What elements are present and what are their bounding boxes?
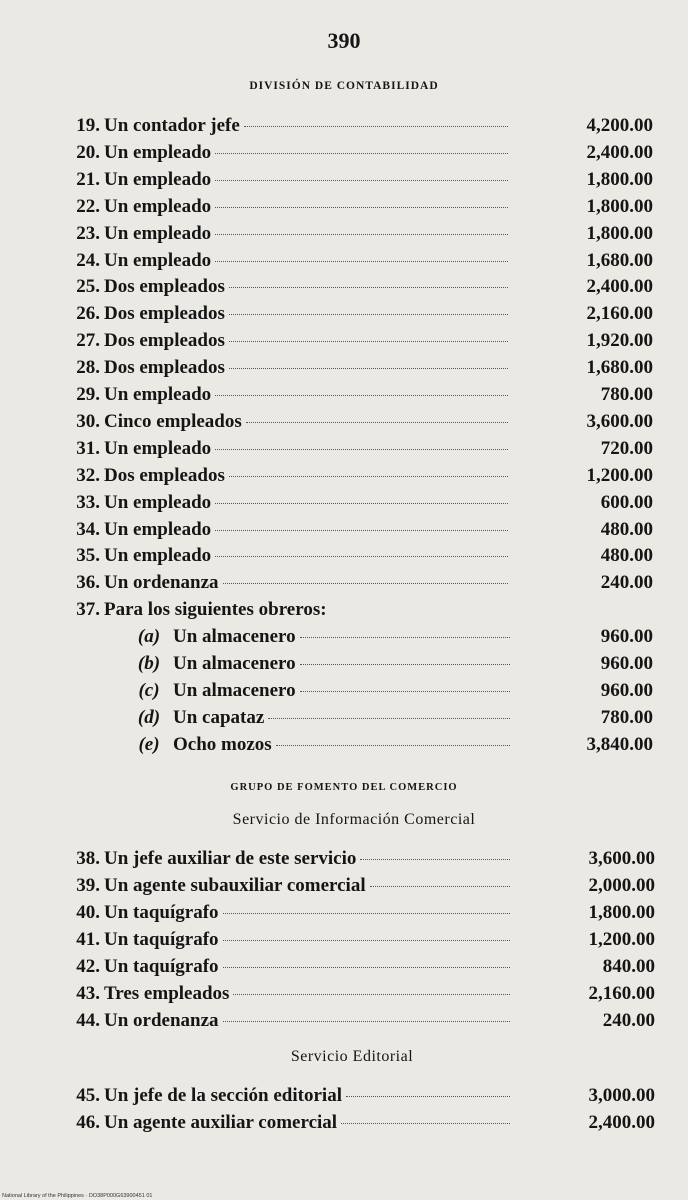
service-title-editorial: Servicio Editorial <box>290 1048 414 1065</box>
item-amount: 2,160.00 <box>588 983 655 1004</box>
item-amount: 1,920.00 <box>586 330 653 352</box>
item-description: Para los siguientes obreros: <box>104 599 327 620</box>
item-number: 25. <box>76 276 100 298</box>
leader-dots <box>300 637 510 638</box>
item-number: 41. <box>76 929 100 950</box>
leader-dots <box>268 718 510 719</box>
item-amount: 720.00 <box>600 437 653 459</box>
item-description: Un agente subauxiliar comercial <box>104 875 366 896</box>
item-amount: 1,800.00 <box>588 902 655 923</box>
item-description: Un almacenero <box>173 626 296 647</box>
leader-dots <box>229 476 508 477</box>
leader-dots <box>276 745 510 746</box>
list-item <box>58 900 658 926</box>
leader-dots <box>346 1096 510 1097</box>
item-amount: 480.00 <box>600 545 653 567</box>
leader-dots <box>215 503 508 504</box>
leader-dots <box>223 583 508 584</box>
item-description: Tres empleados <box>104 983 230 1004</box>
item-number: 23. <box>76 222 100 244</box>
sub-list-item <box>126 732 688 758</box>
item-amount: 240.00 <box>600 572 653 594</box>
list-item <box>58 490 658 516</box>
item-description: Un jefe de la sección editorial <box>104 1085 342 1106</box>
list-item <box>58 954 658 980</box>
item-number: 28. <box>76 357 100 379</box>
list-item <box>58 1008 658 1034</box>
subitem-label: (b) <box>137 653 161 674</box>
item-amount: 2,400.00 <box>588 1112 655 1133</box>
list-item <box>58 301 658 327</box>
sub-list-item <box>126 705 688 731</box>
list-item <box>58 113 658 139</box>
item-number: 27. <box>76 330 100 352</box>
leader-dots <box>215 395 508 396</box>
sub-list-item <box>126 624 688 650</box>
item-description: Un jefe auxiliar de este servicio <box>104 848 357 869</box>
item-number: 29. <box>76 384 100 405</box>
list-item <box>58 194 658 220</box>
item-amount: 2,000.00 <box>588 875 655 896</box>
item-number: 30. <box>76 410 100 432</box>
leader-dots <box>215 556 508 557</box>
item-description: Dos empleados <box>104 464 225 486</box>
list-item <box>58 274 658 300</box>
item-description: Un ordenanza <box>104 572 219 594</box>
item-description: Dos empleados <box>104 357 225 379</box>
item-number: 26. <box>76 303 100 325</box>
subitem-label: (a) <box>137 626 161 647</box>
item-description: Un taquígrafo <box>104 929 219 950</box>
item-amount: 3,840.00 <box>586 734 653 755</box>
leader-dots <box>244 126 508 127</box>
item-description: Un taquígrafo <box>104 956 219 977</box>
item-number: 19. <box>76 115 100 136</box>
item-amount: 480.00 <box>600 518 653 540</box>
item-description: Un empleado <box>104 437 212 459</box>
item-description: Dos empleados <box>104 303 225 325</box>
item-description: Un empleado <box>104 168 212 190</box>
item-description: Un empleado <box>104 249 212 271</box>
leader-dots <box>229 314 508 315</box>
item-number: 44. <box>76 1010 100 1031</box>
item-amount: 1,800.00 <box>586 168 653 190</box>
list-item <box>58 436 658 462</box>
item-number: 40. <box>76 902 100 923</box>
list-item <box>58 981 658 1007</box>
list-item <box>58 927 658 953</box>
list-item-37 <box>58 597 658 623</box>
list-item <box>58 248 658 274</box>
item-description: Un almacenero <box>173 680 296 701</box>
list-item <box>58 1083 658 1109</box>
list-item <box>58 517 658 543</box>
item-number: 43. <box>76 983 100 1004</box>
item-number: 24. <box>76 249 100 271</box>
item-number: 37. <box>76 599 100 620</box>
leader-dots <box>223 913 510 914</box>
leader-dots <box>215 234 508 235</box>
item-amount: 3,000.00 <box>588 1085 655 1106</box>
leader-dots <box>215 530 508 531</box>
item-number: 22. <box>76 195 100 217</box>
item-number: 45. <box>76 1085 100 1106</box>
item-amount: 780.00 <box>600 384 653 405</box>
item-number: 31. <box>76 437 100 459</box>
leader-dots <box>215 153 508 154</box>
item-number: 32. <box>76 464 100 486</box>
item-description: Un taquígrafo <box>104 902 219 923</box>
leader-dots <box>215 261 508 262</box>
item-amount: 1,680.00 <box>586 357 653 379</box>
item-description: Un empleado <box>104 491 212 513</box>
sub-list-item <box>126 651 688 677</box>
item-amount: 240.00 <box>602 1010 655 1031</box>
item-amount: 960.00 <box>600 680 653 701</box>
item-amount: 3,600.00 <box>588 848 655 869</box>
subitem-label: (e) <box>138 734 160 755</box>
leader-dots <box>360 859 510 860</box>
leader-dots <box>370 886 510 887</box>
item-description: Un agente auxiliar comercial <box>104 1112 338 1133</box>
list-item <box>58 355 658 381</box>
leader-dots <box>233 994 510 995</box>
item-amount: 1,200.00 <box>586 464 653 486</box>
item-description: Un almacenero <box>173 653 296 674</box>
item-amount: 2,400.00 <box>586 276 653 298</box>
item-amount: 1,680.00 <box>586 249 653 271</box>
list-item <box>58 570 658 596</box>
item-amount: 960.00 <box>600 653 653 674</box>
item-amount: 2,400.00 <box>586 141 653 163</box>
item-description: Un empleado <box>104 384 212 405</box>
subitem-label: (c) <box>138 680 160 701</box>
item-amount: 600.00 <box>600 491 653 513</box>
list-item <box>58 382 658 408</box>
item-number: 42. <box>76 956 100 977</box>
item-amount: 1,800.00 <box>586 222 653 244</box>
list-item <box>58 873 658 899</box>
leader-dots <box>341 1123 510 1124</box>
sub-list-item <box>126 678 688 704</box>
item-number: 38. <box>76 848 100 869</box>
item-description: Un empleado <box>104 518 212 540</box>
item-amount: 3,600.00 <box>586 410 653 432</box>
item-number: 33. <box>76 491 100 513</box>
leader-dots <box>223 940 510 941</box>
leader-dots <box>215 449 508 450</box>
list-item <box>58 1110 658 1136</box>
leader-dots <box>229 287 508 288</box>
item-description: Cinco empleados <box>104 410 242 432</box>
item-amount: 960.00 <box>600 626 653 647</box>
list-item <box>58 140 658 166</box>
item-description: Un empleado <box>104 141 212 163</box>
item-number: 46. <box>76 1112 100 1133</box>
item-amount: 4,200.00 <box>586 115 653 136</box>
service-title-informacion: Servicio de Información Comercial <box>232 811 476 828</box>
list-item <box>58 328 658 354</box>
item-number: 20. <box>76 141 100 163</box>
leader-dots <box>229 368 508 369</box>
item-amount: 1,200.00 <box>588 929 655 950</box>
item-description: Un ordenanza <box>104 1010 219 1031</box>
list-item <box>58 221 658 247</box>
item-number: 35. <box>76 545 100 567</box>
list-item <box>58 846 658 872</box>
leader-dots <box>300 691 510 692</box>
page-number: 390 <box>327 28 361 53</box>
leader-dots <box>223 967 510 968</box>
item-description: Ocho mozos <box>173 734 272 755</box>
list-item <box>58 167 658 193</box>
leader-dots <box>223 1021 510 1022</box>
item-amount: 840.00 <box>602 956 655 977</box>
item-description: Un empleado <box>104 195 212 217</box>
leader-dots <box>300 664 510 665</box>
item-description: Un capataz <box>173 707 265 728</box>
subitem-label: (d) <box>137 707 161 728</box>
leader-dots <box>229 341 508 342</box>
item-number: 36. <box>76 572 100 594</box>
list-item <box>58 463 658 489</box>
item-description: Dos empleados <box>104 276 225 298</box>
leader-dots <box>215 207 508 208</box>
item-number: 21. <box>76 168 100 190</box>
item-description: Un empleado <box>104 222 212 244</box>
leader-dots <box>215 180 508 181</box>
item-amount: 780.00 <box>600 707 653 728</box>
scan-footer: National Library of the Philippines · DO38P000G63900451 01 <box>2 1193 153 1199</box>
item-description: Un contador jefe <box>104 115 240 136</box>
item-description: Un empleado <box>104 545 212 567</box>
item-number: 34. <box>76 518 100 540</box>
list-item <box>58 409 658 435</box>
list-item <box>58 543 658 569</box>
item-number: 39. <box>76 875 100 896</box>
item-amount: 2,160.00 <box>586 303 653 325</box>
leader-dots <box>246 422 508 423</box>
item-description: Dos empleados <box>104 330 225 352</box>
section-title: DIVISIÓN DE CONTABILIDAD <box>249 80 439 92</box>
group-title: GRUPO DE FOMENTO DEL COMERCIO <box>230 782 458 793</box>
item-amount: 1,800.00 <box>586 195 653 217</box>
